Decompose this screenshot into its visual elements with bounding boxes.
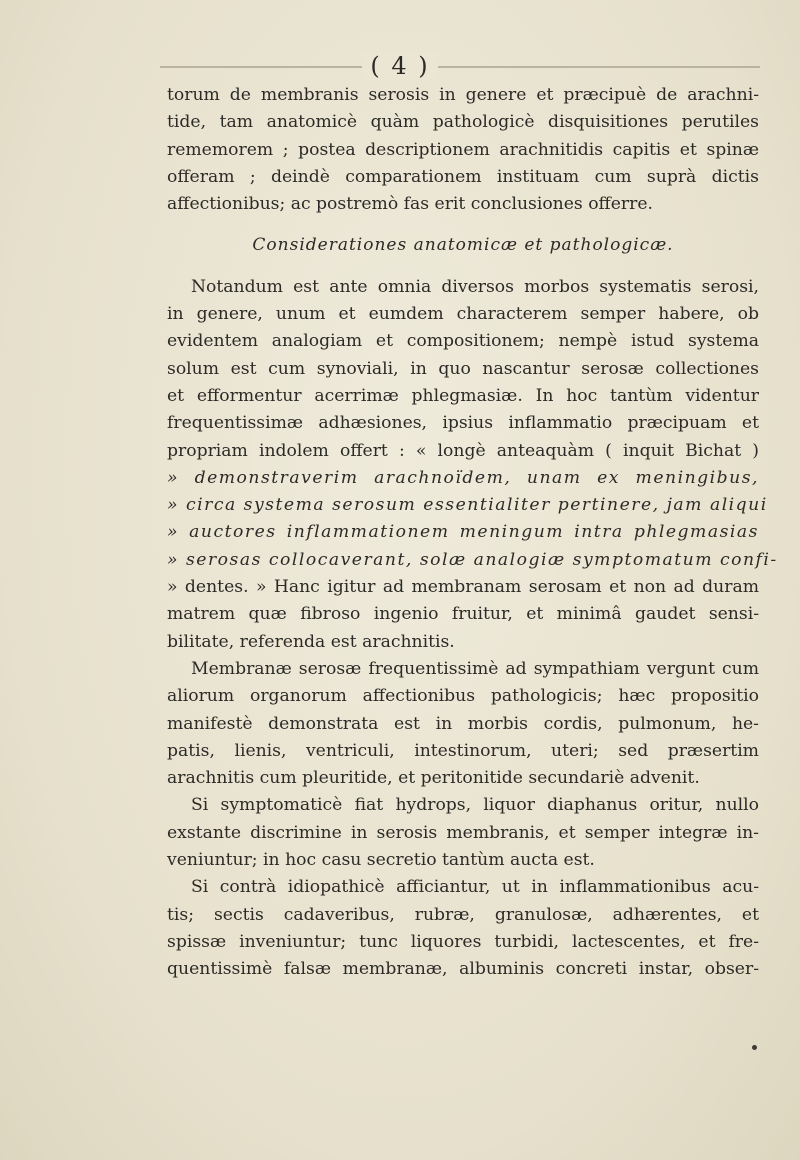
text-line: arachnitis cum pleuritide, et peritonitide secundariè advenit.: [167, 768, 700, 789]
text-line: » auctores inflammationem meningum intra phlegmasias: [167, 522, 759, 543]
text-line: » serosas collocaverant, solæ analogiæ symptomatum confi-: [167, 549, 778, 570]
section-heading: Considerationes anatomicæ et pathologicæ.: [252, 235, 674, 256]
text-line: quentissimè falsæ membranæ, albuminis concreti instar, obser-: [167, 959, 759, 980]
text-line: » demonstraverim arachnoïdem, unam ex meningibus,: [167, 467, 759, 488]
text-line: frequentissimæ adhæsiones, ipsius inflammatio præcipuam et: [167, 413, 759, 434]
text-line: Membranæ serosæ frequentissimè ad sympathiam vergunt cum: [191, 658, 759, 679]
text-line: Notandum est ante omnia diversos morbos systematis serosi,: [191, 276, 759, 297]
paragraph-membranae: [167, 656, 759, 792]
paragraph-intro: [167, 82, 759, 218]
text-line: propriam indolem offert : « longè anteaquàm ( inquit Bichat ): [167, 440, 759, 461]
text-line: evidentem analogiam et compositionem; nempè istud systema: [167, 331, 759, 352]
page-number-text: ( 4 ): [362, 52, 437, 80]
text-line: tis; sectis cadaveribus, rubræ, granulosæ, adhærentes, et: [167, 904, 759, 925]
text-line: torum de membranis serosis in genere et præcipuè de arachni-: [167, 85, 759, 105]
ink-speck: [752, 1045, 757, 1050]
text-line: aliorum organorum affectionibus pathologicis; hæc propositio: [167, 686, 759, 707]
text-line: et efformentur acerrimæ phlegmasiæ. In hoc tantùm videntur: [167, 385, 759, 406]
text-line: solum est cum synoviali, in quo nascantur serosæ collectiones: [167, 358, 759, 379]
paragraph-idiopathice: [167, 874, 759, 983]
text-line: in genere, unum et eumdem characterem semper habere, ob: [167, 304, 759, 325]
paragraph-notandum: [167, 274, 778, 656]
text-line: Si symptomaticè fiat hydrops, liquor diaphanus oritur, nullo: [191, 795, 759, 816]
text-line: » circa systema serosum essentialiter pertinere, jam aliqui: [167, 495, 768, 516]
text-line: bilitate, referenda est arachnitis.: [167, 631, 455, 652]
text-line: rememorem ; postea descriptionem arachnitidis capitis et spinæ: [167, 139, 759, 160]
text-line: exstante discrimine in serosis membranis, et semper integræ in-: [167, 822, 759, 843]
text-line: spissæ inveniuntur; tunc liquores turbidi, lactescentes, et fre-: [167, 931, 759, 952]
page-number: [0, 52, 800, 80]
text-line: matrem quæ fibroso ingenio fruitur, et minimâ gaudet sensi-: [167, 604, 759, 625]
text-line: » dentes. » Hanc igitur ad membranam serosam et non ad duram: [167, 577, 759, 598]
text-line: patis, lienis, ventriculi, intestinorum, uteri; sed præsertim: [167, 740, 759, 761]
text-line: veniuntur; in hoc casu secretio tantùm aucta est.: [167, 850, 595, 871]
text-line: affectionibus; ac postremò fas erit conclusiones offerre.: [167, 194, 654, 215]
text-line: tide, tam anatomicè quàm pathologicè disquisitiones perutiles: [167, 112, 759, 133]
paragraph-hydrops: [167, 792, 759, 874]
text-line: offeram ; deindè comparationem instituam cum suprà dictis: [167, 166, 759, 187]
text-line: manifestè demonstrata est in morbis cordis, pulmonum, he-: [167, 713, 759, 734]
body-text: [167, 82, 778, 984]
text-line: Si contrà idiopathicè afficiantur, ut in inflammationibus acu-: [191, 877, 759, 898]
